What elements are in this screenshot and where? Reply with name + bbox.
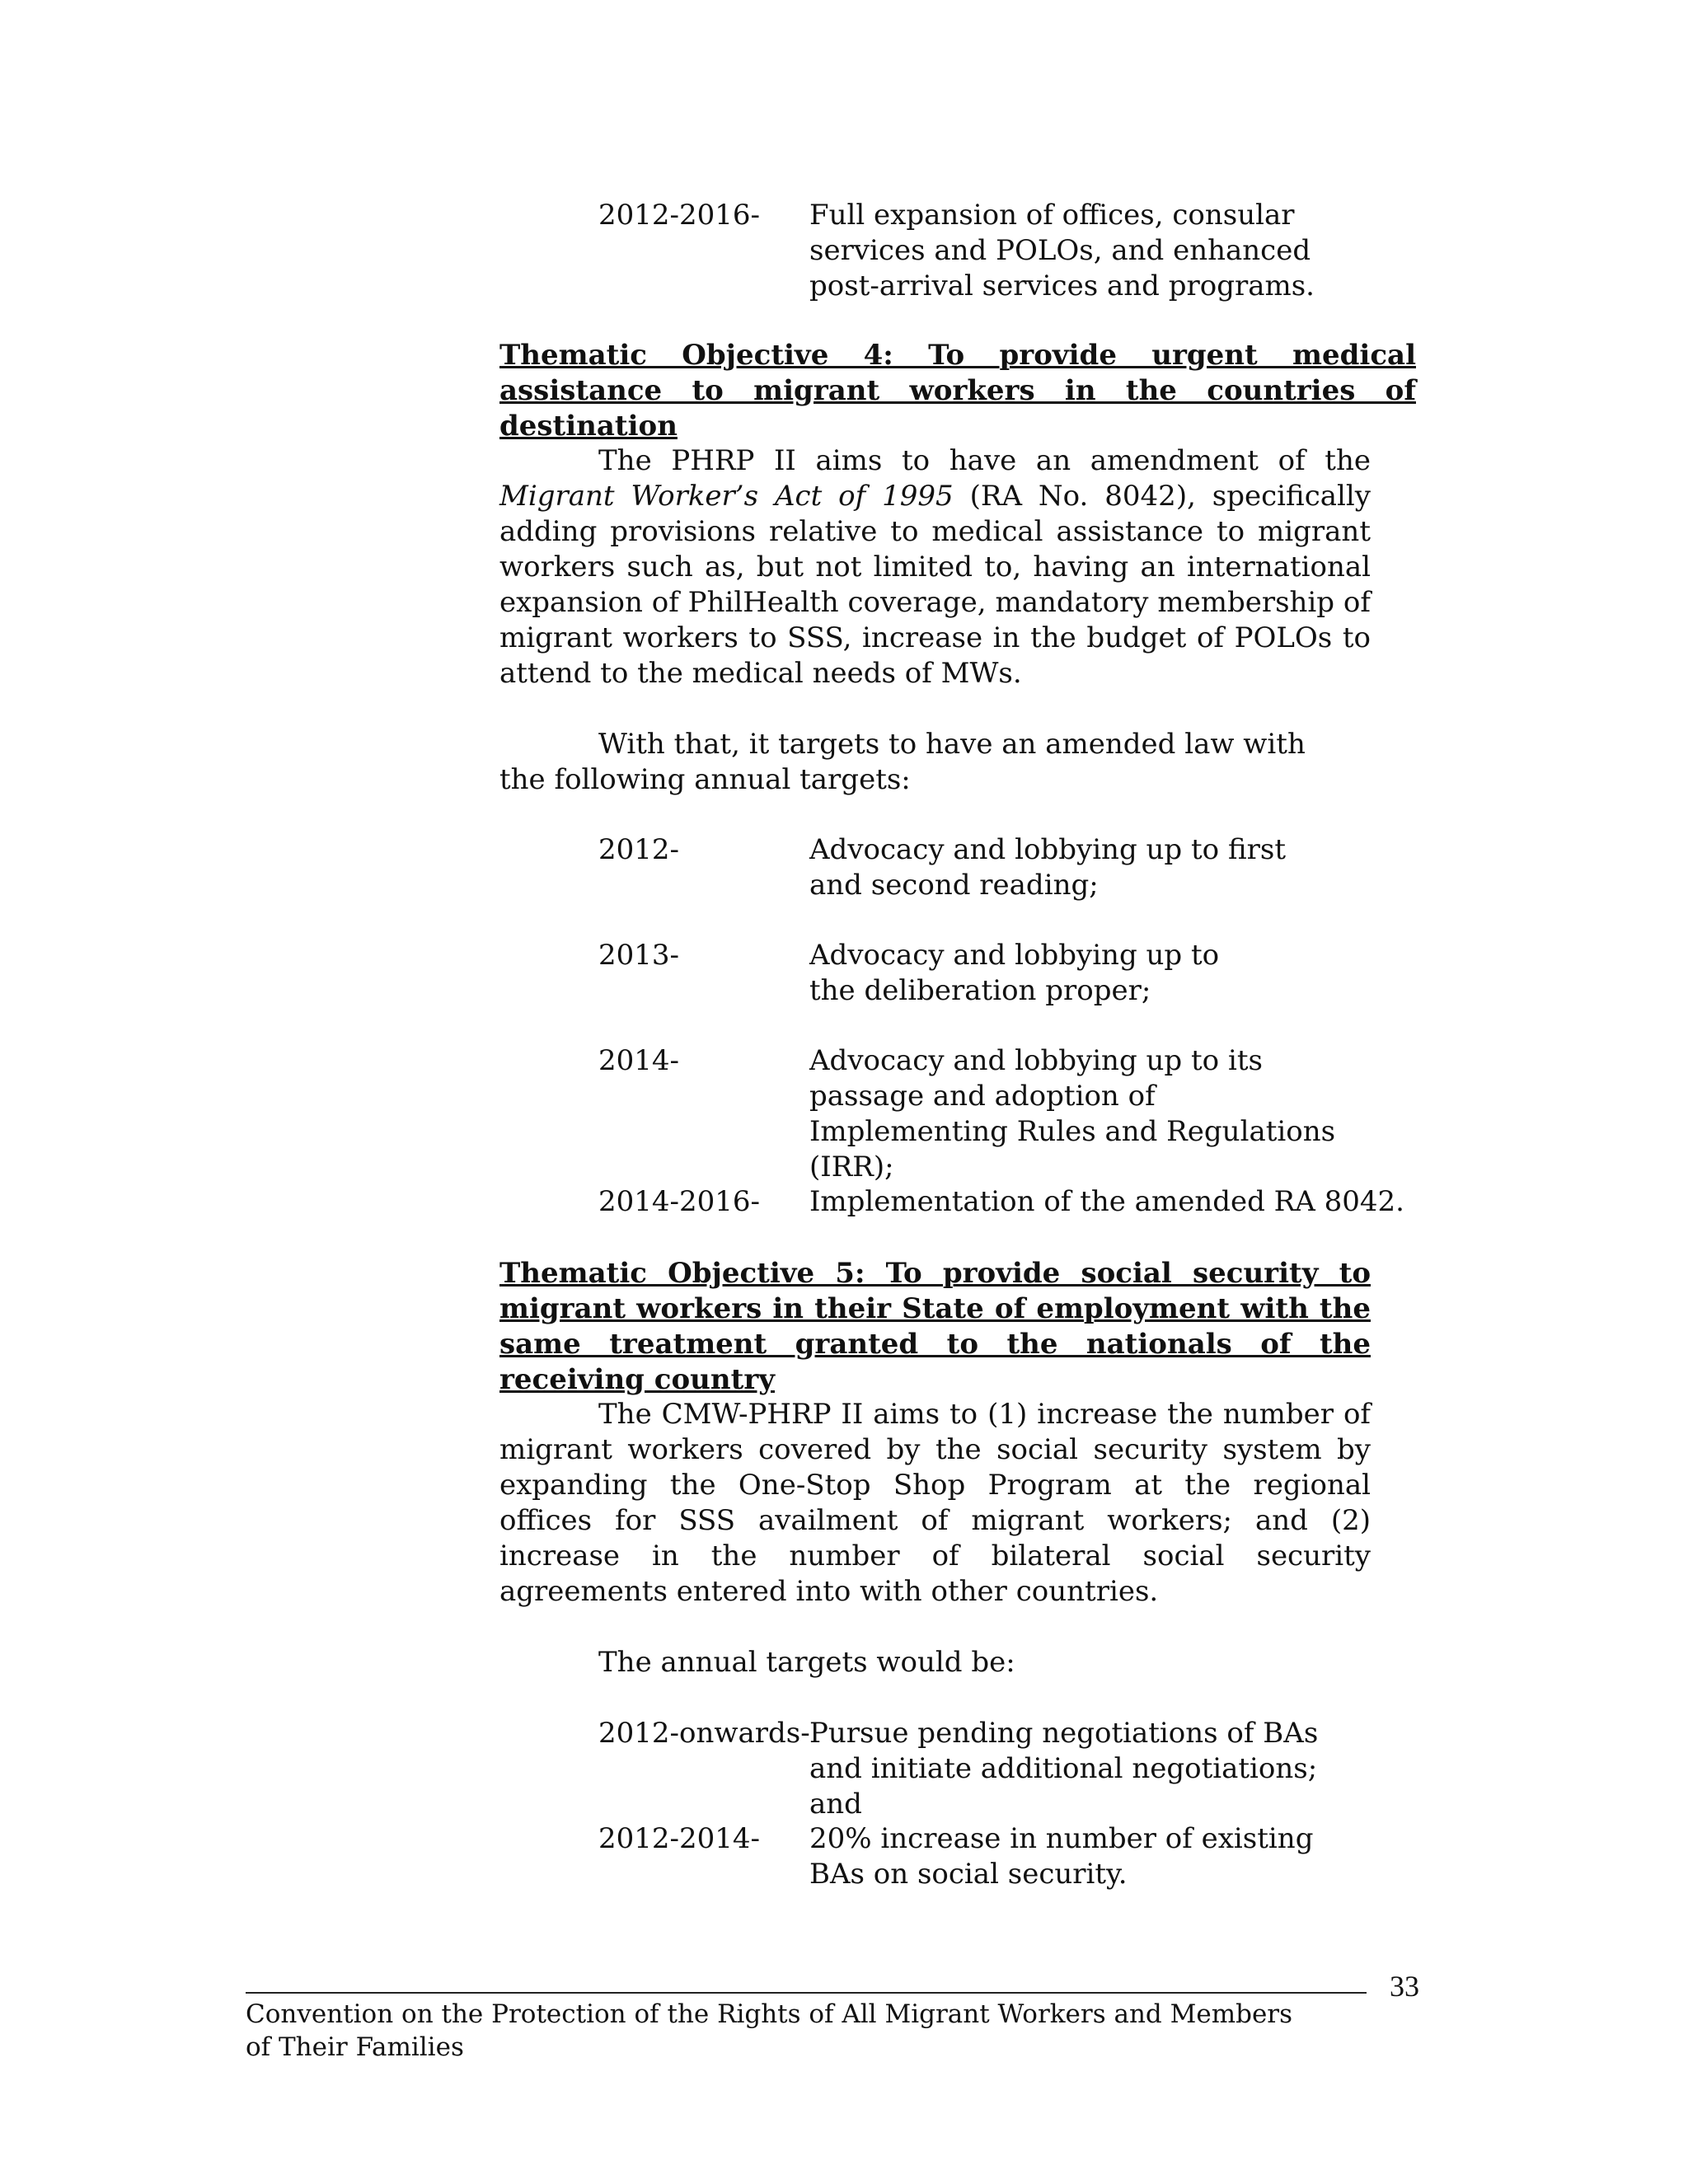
target-year-label: 2012-	[598, 833, 680, 866]
target-year-label: 2012-2016-	[598, 199, 761, 232]
target-description: Implementation of the amended RA 8042.	[809, 1185, 1404, 1218]
target-description: Advocacy and lobbying up to the deliberation proper;	[809, 939, 1220, 1007]
objective-4-paragraph-2	[499, 727, 1324, 798]
objective-5-heading: Thematic Objective 5: To provide social security to migrant workers in their State of employment with the same treatment granted to the nationals of the receiving country	[499, 1257, 1371, 1396]
footer-divider	[246, 1992, 1367, 1994]
target-year-label: 2012-2014-	[598, 1822, 761, 1855]
target-year-label: 2012-onwards-	[598, 1717, 810, 1750]
objective-5-paragraph-1: The CMW-PHRP II aims to (1) increase the number of migrant workers covered by the social security system by expanding the One-Stop Shop Program at the regional offices for SSS availment of migrant workers; and (2) increase in the number of bilateral social security agreements entered into with other countries.	[499, 1398, 1371, 1608]
para-text-before: The PHRP II aims to have an amendment of the	[598, 444, 1371, 477]
act-title-italic: Migrant Worker’s Act of 1995	[499, 480, 954, 513]
objective-5-paragraph-2: The annual targets would be:	[598, 1646, 1015, 1679]
target-description: Pursue pending negotiations of BAs and initiate additional negotiations; and	[809, 1717, 1319, 1821]
target-description: Advocacy and lobbying up to its passage and adoption of Implementing Rules and Regulations (IRR);	[809, 1044, 1336, 1183]
target-year-label: 2014-	[598, 1044, 680, 1077]
target-year-label: 2014-2016-	[598, 1185, 761, 1218]
objective-4-heading: Thematic Objective 4: To provide urgent medical assistance to migrant workers in the countries of destination	[499, 339, 1416, 443]
target-description: 20% increase in number of existing BAs on social security.	[809, 1822, 1314, 1891]
para-text: With that, it targets to have an amended law with the following annual targets:	[499, 728, 1306, 796]
footer-document-title: Convention on the Protection of the Rights of All Migrant Workers and Members of Their Families	[246, 1999, 1293, 2062]
para-text-after: (RA No. 8042), specifically adding provisions relative to medical assistance to migrant workers such as, but not limited to, having an international expansion of PhilHealth coverage, mandatory membership of migrant workers to SSS, increase in the budget of POLOs to attend to the medical needs of MWs.	[499, 480, 1372, 690]
objective-4-paragraph-1	[499, 443, 1371, 691]
page-number: 33	[1390, 1970, 1419, 2003]
target-description: Full expansion of offices, consular services and POLOs, and enhanced post-arrival services and programs.	[809, 199, 1315, 302]
target-description: Advocacy and lobbying up to first and second reading;	[809, 833, 1286, 902]
target-year-label: 2013-	[598, 939, 680, 972]
